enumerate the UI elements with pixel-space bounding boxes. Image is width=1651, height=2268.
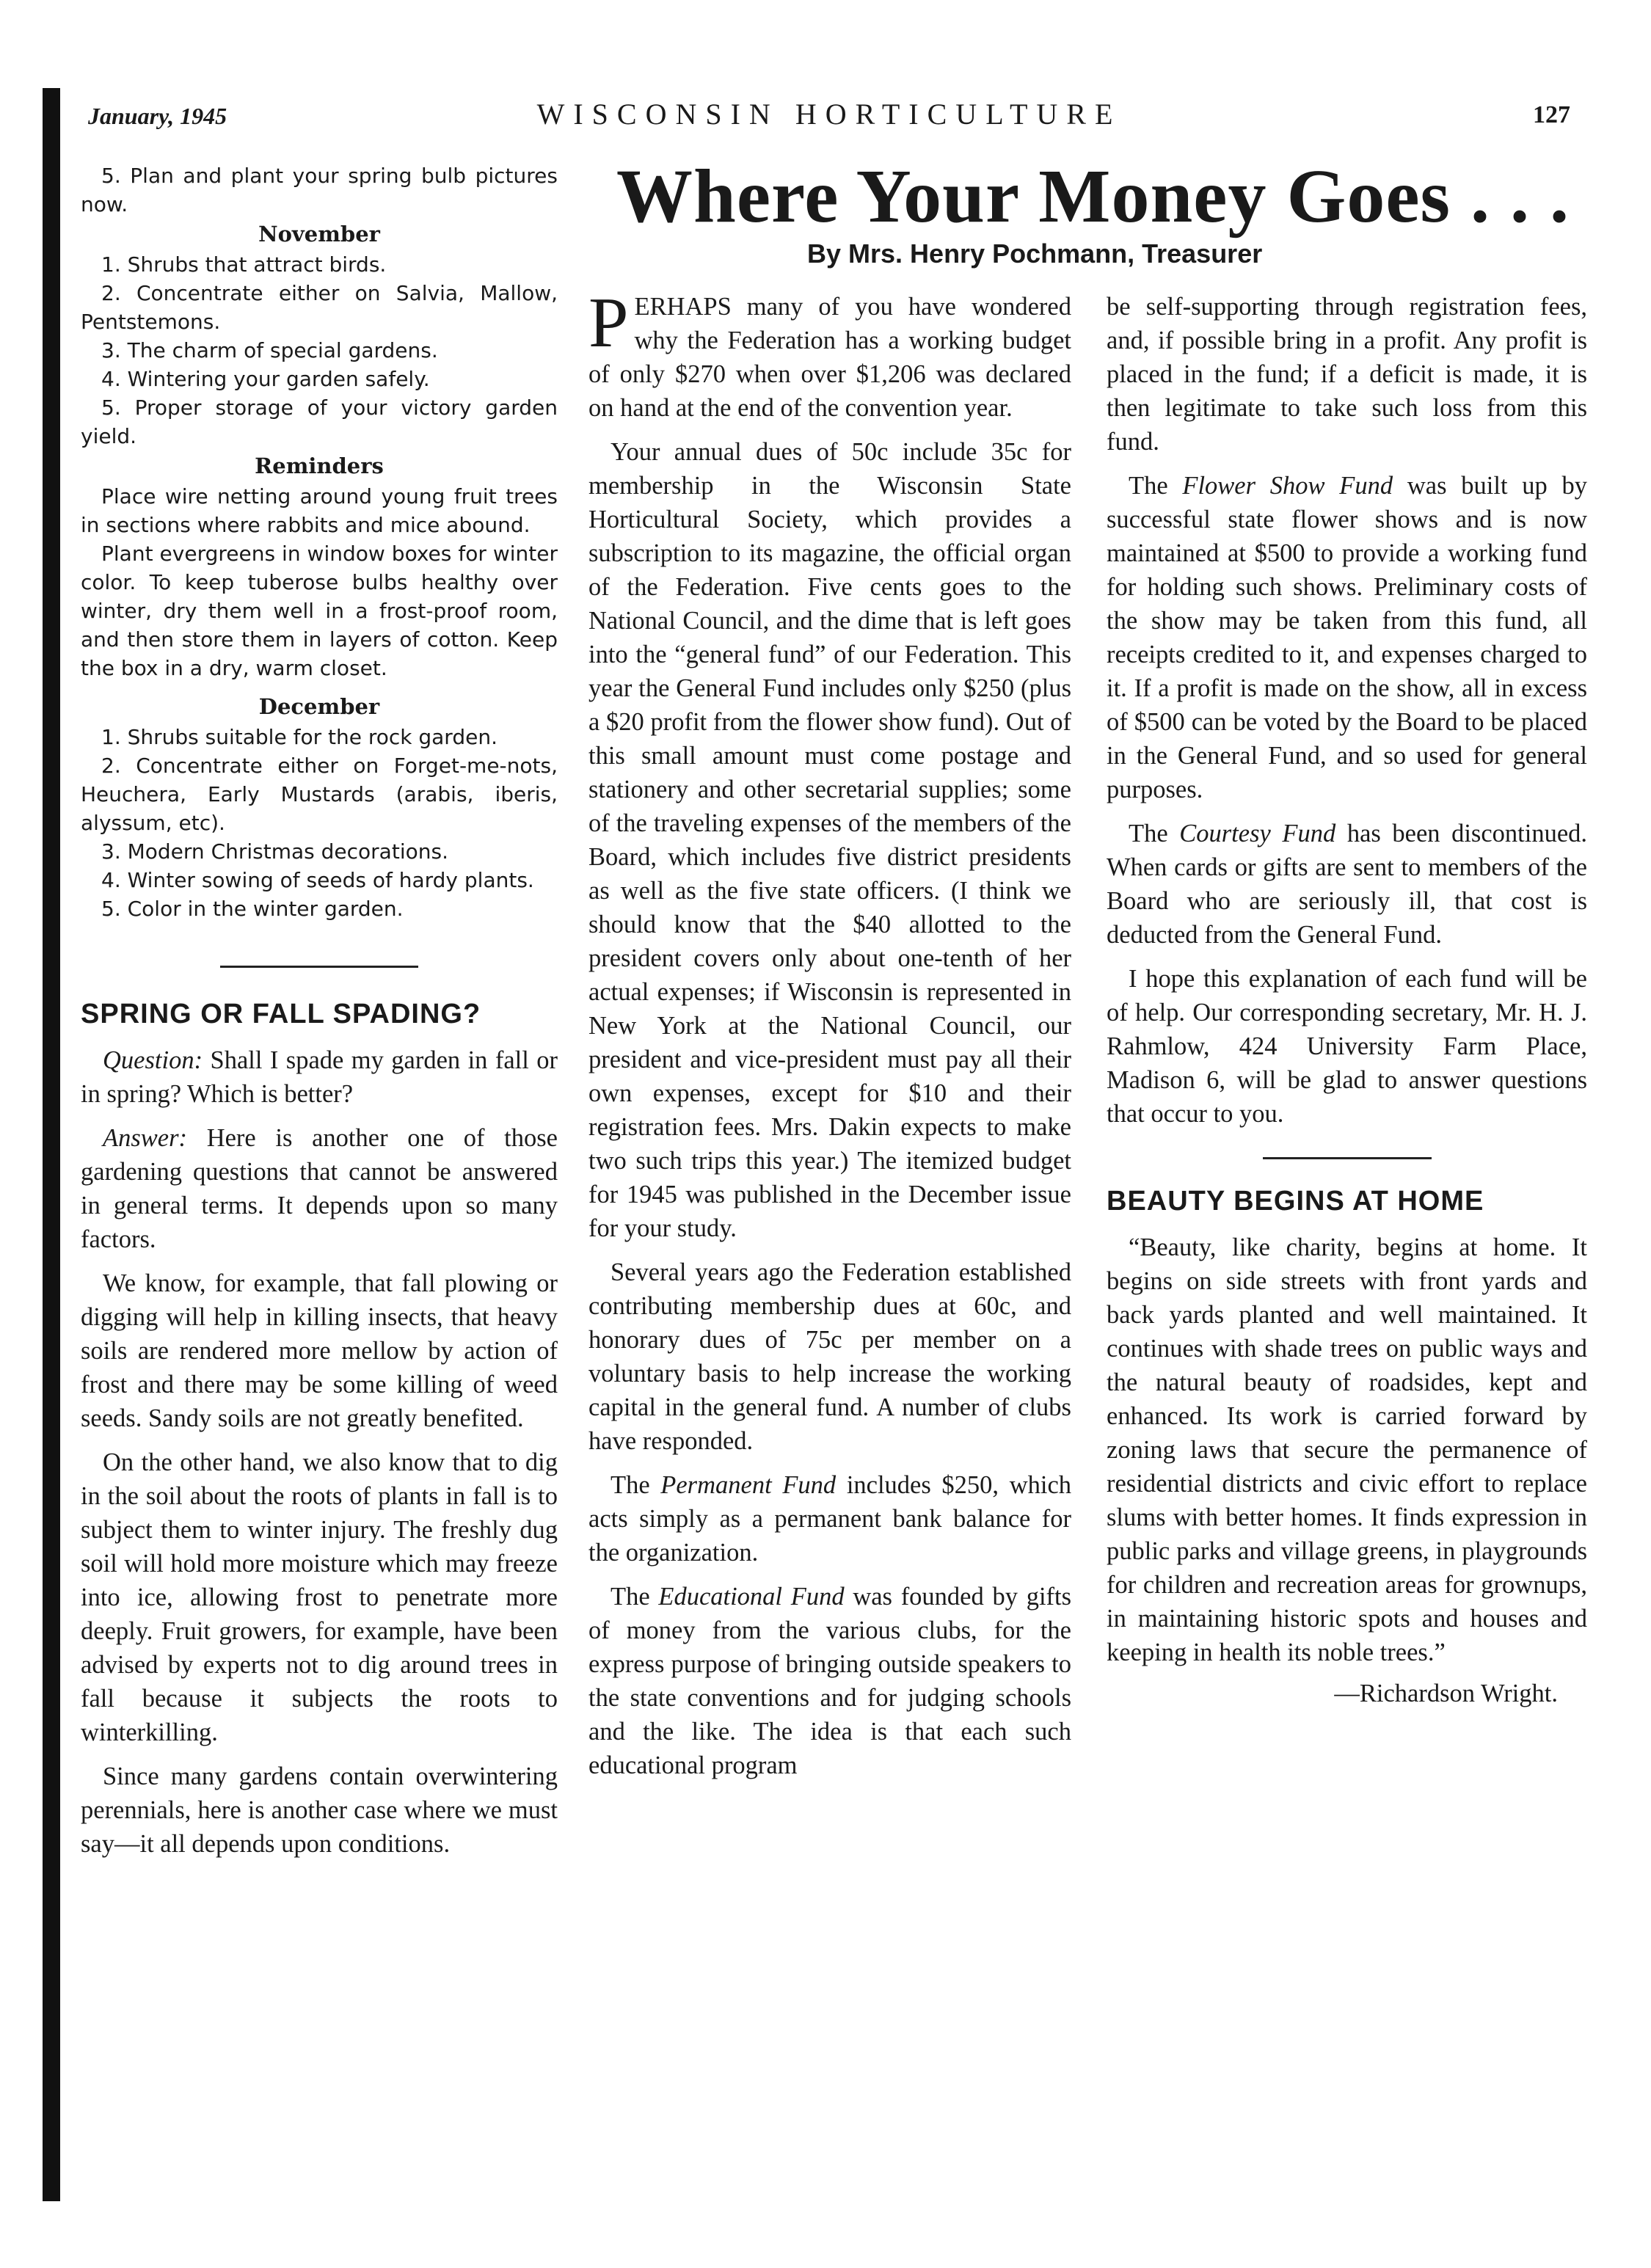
article-paragraph — [588, 1468, 1071, 1569]
text-run: The — [1129, 820, 1168, 847]
list-item: 5. Color in the winter garden. — [101, 897, 404, 921]
text-run: was founded by gifts of money from the various clubs, for the express purpose of bringing outside speakers to the state conventions and for judging schools and the like. The idea is that each such educational program — [588, 1583, 1072, 1779]
binding-edge — [43, 88, 60, 2201]
article-paragraph: Several years ago the Federation established contributing membership dues at 60c, and honorary dues of 75c per member on a voluntary basis to help increase the working capital in the general fund. A number of clubs have responded. — [588, 1258, 1071, 1455]
spading-heading: SPRING OR FALL SPADING? — [81, 999, 481, 1029]
answer-label: Answer: — [103, 1124, 187, 1152]
list-item: 4. Winter sowing of seeds of hardy plants. — [101, 868, 534, 892]
left-column — [81, 161, 558, 1871]
beauty-heading: BEAUTY BEGINS AT HOME — [1107, 1186, 1484, 1217]
text-run: was built up by successful state flower shows and is now maintained at $500 to provide a working fund for holding such shows. Preliminary costs of the show may be taken from this fund, all receipts credited to it, and expenses charged to it. If a profit is made on the show, all in excess of $500 can be voted by the Board to be placed in the General Fund, and so used for general purposes. — [1107, 472, 1588, 803]
fund-name: Courtesy Fund — [1179, 820, 1336, 847]
spading-question — [81, 1043, 558, 1111]
section-divider — [1263, 1157, 1432, 1159]
question-label: Question: — [103, 1046, 203, 1074]
list-item: 2. Concentrate either on Forget-me-nots, Heuchera, Early Mustards (arabis, iberis, alyssum, etc). — [81, 754, 558, 835]
fund-name: Educational Fund — [658, 1583, 845, 1611]
page-header — [88, 97, 1570, 141]
page-number: 127 — [1533, 101, 1570, 128]
article-paragraph — [1107, 469, 1587, 806]
garden-topics-list — [81, 161, 558, 923]
journal-title: WISCONSIN HORTICULTURE — [536, 98, 1122, 131]
list-item: 5. Proper storage of your victory garden yield. — [81, 395, 558, 448]
text-run: The — [611, 1583, 650, 1611]
spading-paragraph: On the other hand, we also know that to dig in the soil about the roots of plants in fall is to subject them to winter injury. The freshly dug soil will hold more moisture which may freeze into ice, allowing frost to penetrate more deeply. Fruit growers, for example, have been advised by experts not to dig around trees in fall because it subjects the roots to winterkilling. — [81, 1448, 558, 1746]
reminder-item: Plant evergreens in window boxes for winter color. To keep tuberose bulbs healthy over winter, dry them well in a frost-proof room, and then store them in layers of cotton. Keep the box in a dry, warm closet. — [81, 542, 558, 680]
article-byline: By Mrs. Henry Pochmann, Treasurer — [807, 238, 1263, 269]
drop-cap: P — [588, 283, 629, 362]
quote-attribution: —Richardson Wright. — [1334, 1680, 1558, 1707]
text-run: The — [1129, 472, 1168, 500]
answer-text: Here is another one of those gardening questions that cannot be answered in general terms. It depends upon so many factors. — [81, 1124, 558, 1253]
section-divider — [220, 966, 418, 968]
text-run: has been discontinued. When cards or gifts are sent to members of the Board who are seriously ill, that cost is deducted from the General Fund. — [1107, 820, 1588, 949]
spading-answer — [81, 1121, 558, 1256]
article-paragraph — [1107, 817, 1587, 952]
first-paragraph-text: ERHAPS many of you have wondered why the Federation has a working budget of only $270 when over $1,206 was declared on hand at the end of the convention year. — [588, 293, 1071, 422]
spading-paragraph: Since many gardens contain overwintering perennials, here is another case where we must say—it all depends upon conditions. — [81, 1762, 558, 1858]
fund-name: Flower Show Fund — [1182, 472, 1393, 500]
list-item: 4. Wintering your garden safely. — [101, 367, 430, 391]
article-paragraph: Your annual dues of 50c include 35c for membership in the Wisconsin State Horticultural Society, which provides a subscription to its magazine, the official organ of the Federation. Five cents goes to the National Council, and the dime that is left goes into the “general fund” of our Federation. This year the General Fund includes only $250 (plus a $20 profit from the flower show fund). Out of this small amount must come postage and stationery and other secretarial supplies; some of the traveling expenses of the members of the Board, which includes five district presidents as well as the five state officers. (I think we should know that the $40 allotted to the president covers only about one-tenth of her actual expenses; if Wisconsin is represented in New York at the National Council, our president and vice-president must pay all their own expenses, except for $10 and their registration fees. Mrs. Dakin expects to make two such trips this year.) The itemized budget for 1945 was published in the December issue for your study. — [588, 438, 1071, 1242]
article-paragraph: be self-supporting through registration fees, and, if possible bring in a profit. Any profit is placed in the fund; if a deficit is made, it is then legitimate to take such loss from this fund. — [1107, 293, 1587, 456]
beauty-quote: “Beauty, like charity, begins at home. It begins on side streets with front yards and back yards planted and well maintained. It continues with shade trees on public ways and the natural beauty of roadsides, kept and enhanced. Its work is carried forward by zoning laws that secure the permanence of residential districts and civic effort to replace slums with better homes. It finds expression in public parks and village greens, in playgrounds for children and recreation areas for grownups, in maintaining historic spots and houses and keeping in health its noble trees.” — [1107, 1233, 1587, 1666]
reminder-item: Place wire netting around young fruit trees in sections where rabbits and mice abound. — [81, 484, 558, 537]
list-item: 1. Shrubs suitable for the rock garden. — [101, 725, 498, 749]
list-item: 1. Shrubs that attract birds. — [101, 252, 387, 277]
december-heading: December — [258, 694, 380, 719]
article-title: Where Your Money Goes . . . — [616, 154, 1570, 238]
issue-date: January, 1945 — [88, 103, 227, 129]
list-item: 3. The charm of special gardens. — [101, 338, 438, 362]
article-paragraph — [588, 283, 1071, 425]
article-column-1 — [588, 283, 1072, 1793]
spading-paragraph: We know, for example, that fall plowing or digging will help in killing insects, that heavy soils are rendered more mellow by action of frost and there may be some killing of weed seeds. Sandy soils are not greatly benefited. — [81, 1269, 558, 1432]
text-run: includes $250, which acts simply as a permanent bank balance for the organization. — [588, 1471, 1072, 1567]
list-item: 3. Modern Christmas decorations. — [101, 839, 448, 864]
fund-name: Permanent Fund — [660, 1471, 837, 1499]
list-item: 5. Plan and plant your spring bulb pictures now. — [81, 164, 558, 216]
november-heading: November — [258, 222, 380, 247]
article-paragraph: I hope this explanation of each fund will be of help. Our corresponding secretary, Mr. H. J. Rahmlow, 424 University Farm Place, Madison 6, will be glad to answer questions that occur to you. — [1107, 965, 1587, 1128]
article-column-2 — [1107, 290, 1587, 1708]
text-run: The — [611, 1471, 650, 1499]
reminders-heading: Reminders — [255, 453, 384, 478]
list-item: 2. Concentrate either on Salvia, Mallow, Pentstemons. — [81, 281, 558, 334]
question-text: Shall I spade my garden in fall or in spring? Which is better? — [81, 1046, 558, 1108]
article-paragraph — [588, 1580, 1071, 1782]
